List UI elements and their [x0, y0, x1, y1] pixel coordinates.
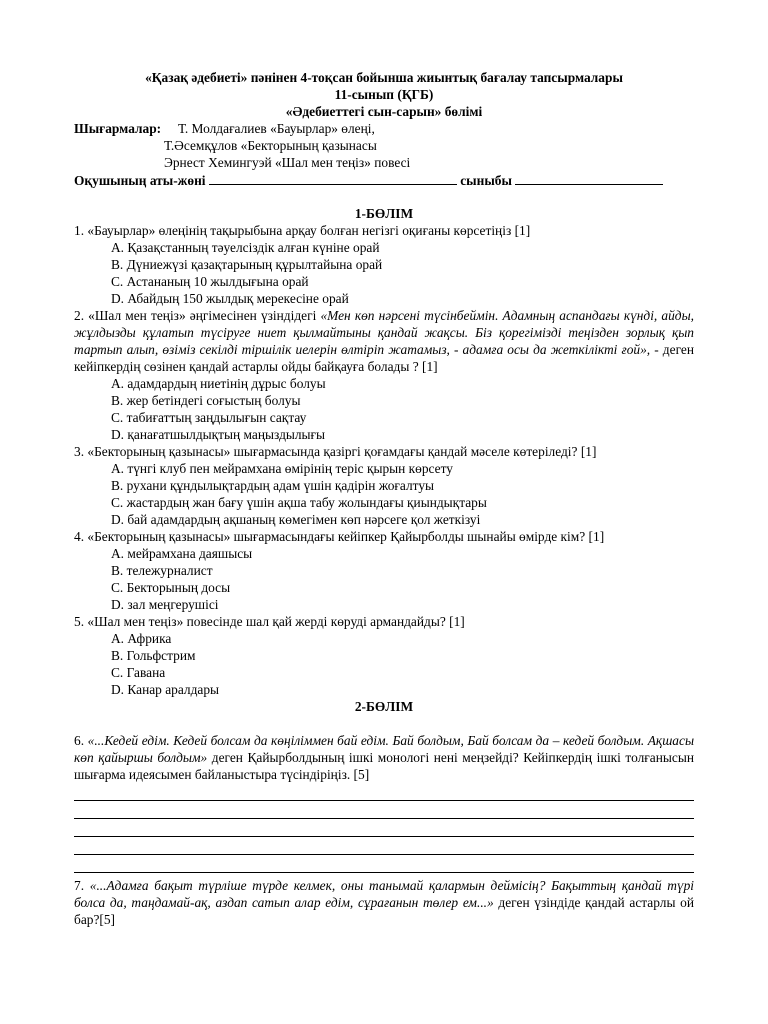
option[interactable]: B. Гольфстрим [111, 648, 196, 663]
document-content [74, 69, 694, 928]
question-6 [74, 732, 694, 783]
option[interactable]: C. жастардың жан бағу үшін ақша табу жолындағы қиындықтары [111, 495, 487, 510]
question-7-suffix: деген үзіндіде қандай астарлы ой бар?[5] [74, 895, 694, 927]
work-item-1: Т. Молдағалиев «Бауырлар» өлеңі, [178, 121, 375, 136]
answer-line[interactable] [74, 837, 694, 855]
question-2-prefix: 2. «Шал мен теңіз» әңгімесінен үзіндідегі [74, 308, 321, 323]
student-class-label: сыныбы [460, 173, 512, 188]
option[interactable]: B. рухани құндылықтардың адам үшін қадірін жоғалтуы [111, 478, 435, 493]
option[interactable]: B. тележурналист [111, 563, 213, 578]
answer-line[interactable] [74, 783, 694, 801]
question-1: 1. «Бауырлар» өлеңінің тақырыбына арқау болған негізгі оқиғаны көрсетіңіз [1] [74, 223, 531, 238]
question-6-suffix: деген Қайырболдының ішкі монологі нені меңзейді? Кейіпкердің ішкі толғанысын шығарма идеясымен байланыстыра түсіндіріңіз. [5] [74, 750, 694, 782]
option[interactable]: C. табиғаттың заңдылығын сақтау [111, 410, 307, 425]
option[interactable]: D. зал меңгерушісі [111, 597, 219, 612]
question-2 [74, 307, 694, 375]
question-3-options [74, 460, 694, 528]
work-item-3: Эрнест Хемингуэй «Шал мен теңіз» повесі [164, 155, 411, 170]
student-info [74, 171, 694, 188]
option[interactable]: D. бай адамдардың ақшаның көмегімен көп нәрсеге қол жеткізуі [111, 512, 481, 527]
section1-title: 1-БӨЛІМ [354, 206, 414, 221]
option[interactable]: A. адамдардың ниетінің дұрыс болуы [111, 376, 326, 391]
question-5-options [74, 630, 694, 698]
option[interactable]: D. қанағатшылдықтың маңыздылығы [111, 427, 326, 442]
student-class-field[interactable] [515, 171, 663, 185]
option[interactable]: A. түнгі клуб пен мейрамхана өмірінің теріс қырын көрсету [111, 461, 453, 476]
question-6-quote: «...Кедей едім. Кедей болсам да көңіліммен бай едім. Бай болдым, Бай болсам да – кедей болдым. Ақшасы көп қайыршы болдым» [74, 733, 695, 765]
section2-title: 2-БӨЛІМ [354, 699, 414, 714]
option[interactable]: C. Астананың 10 жылдығына орай [111, 274, 309, 289]
question-5: 5. «Шал мен теңіз» повесінде шал қай жерді көруді армандайды? [1] [74, 614, 465, 629]
header-section: «Әдебиеттегі сын-сарын» бөлімі [285, 104, 483, 119]
question-4-options [74, 545, 694, 613]
option[interactable]: C. Гавана [111, 665, 166, 680]
works-list [74, 120, 694, 171]
option[interactable]: B. жер бетіндегі соғыстың болуы [111, 393, 301, 408]
option[interactable]: A. Қазақстанның тәуелсіздік алған күніне орай [111, 240, 380, 255]
question-6-answer-area[interactable] [74, 783, 694, 873]
student-name-field[interactable] [209, 171, 457, 185]
option[interactable]: D. Канар аралдары [111, 682, 220, 697]
option[interactable]: C. Бекторының досы [111, 580, 231, 595]
question-3: 3. «Бекторының қазынасы» шығармасында қазіргі қоғамдағы қандай мәселе көтеріледі? [1] [74, 444, 597, 459]
student-name-label: Оқушының аты-жөні [74, 173, 206, 188]
header-title: «Қазақ әдебиеті» пәнінен 4-тоқсан бойынша жиынтық бағалау тапсырмалары [145, 70, 623, 85]
question-1-options [74, 239, 694, 307]
header-grade: 11-сынып (ҚГБ) [334, 87, 434, 102]
option[interactable]: D. Абайдың 150 жылдық мерекесіне орай [111, 291, 349, 306]
works-label: Шығармалар: [74, 121, 162, 136]
question-6-prefix: 6. [74, 733, 88, 748]
answer-line[interactable] [74, 801, 694, 819]
question-2-quote: «Мен көп нәрсені түсінбеймін. Адамның аспандағы күнді, айды, жұлдызды құлатып түсіруге ниет қылмайтыны қандай жақсы. Біз қорегімізді теңізден зорлық қып тартып алып, өзіміз секілді тіршілік иелерін өлтіріп жатамыз, - адамға осы да жеткілікті ғой», [74, 308, 694, 357]
question-2-options [74, 375, 694, 443]
question-2-suffix: - деген кейіпкердің сөзінен қандай астарлы ойды байқауға болады ? [1] [74, 342, 694, 374]
option[interactable]: B. Дүниежүзі қазақтарының құрылтайына орай [111, 257, 383, 272]
question-7 [74, 877, 694, 928]
option[interactable]: A. мейрамхана даяшысы [111, 546, 253, 561]
question-7-prefix: 7. [74, 878, 90, 893]
answer-line[interactable] [74, 819, 694, 837]
option[interactable]: A. Африка [111, 631, 172, 646]
work-item-2: Т.Әсемқұлов «Бекторының қазынасы [164, 138, 377, 153]
answer-line[interactable] [74, 855, 694, 873]
question-7-quote: «...Адамға бақыт түрліше түрде келмек, оны танымай қалармын деймісің? Бақыттың қандай түрі болса да, таңдамай-ақ, аздап сатып алар едім, сұрағанын төлер ем...» [74, 878, 695, 910]
question-4: 4. «Бекторының қазынасы» шығармасындағы кейіпкер Қайырболды шынайы өмірде кім? [1] [74, 529, 605, 544]
